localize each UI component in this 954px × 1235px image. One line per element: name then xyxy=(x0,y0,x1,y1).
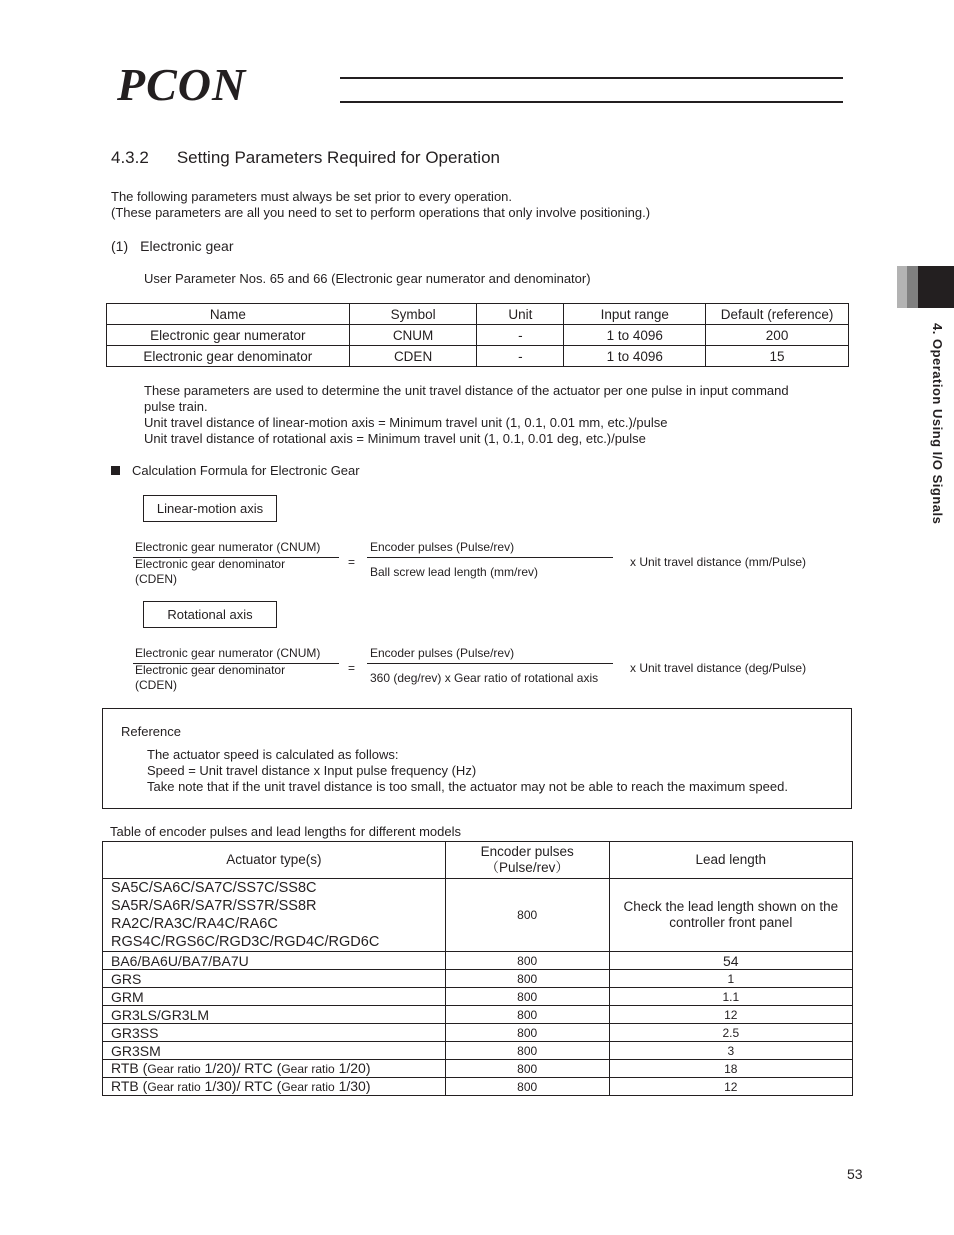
table-row xyxy=(103,879,853,952)
intro-line: (These parameters are all you need to set to perform operations that only involve positioning.) xyxy=(111,205,651,220)
table-cell: 1 xyxy=(609,970,852,988)
table-cell: 800 xyxy=(445,1060,609,1078)
subsection-label: (1) xyxy=(111,238,129,254)
equals-sign: = xyxy=(348,555,356,569)
lead-note-line: Check the lead length shown on the xyxy=(623,899,839,914)
encoder-table-caption: Table of encoder pulses and lead lengths for different models xyxy=(110,824,461,839)
table-cell: 800 xyxy=(445,1078,609,1096)
table-cell: 15 xyxy=(706,346,849,367)
reference-line: Speed = Unit travel distance x Input pulse frequency (Hz) xyxy=(147,763,477,778)
table-cell: 800 xyxy=(445,952,609,970)
table-cell: 1 to 4096 xyxy=(564,325,706,346)
actuator-type-line: SA5C/SA6C/SA7C/SS7C/SS8C xyxy=(111,880,317,896)
rtb-text: 1/30) xyxy=(334,1078,371,1094)
table-cell: 800 xyxy=(445,1024,609,1042)
rtb-gear-label: Gear ratio xyxy=(147,1062,201,1076)
table-cell: 200 xyxy=(706,325,849,346)
table-cell: GRM xyxy=(103,988,446,1006)
formula-lhs-denominator-line: Electronic gear denominator xyxy=(135,663,286,677)
table-cell: 800 xyxy=(445,988,609,1006)
table-header-cell: Name xyxy=(107,304,350,325)
intro-line: The following parameters must always be set prior to every operation. xyxy=(111,189,513,204)
explanation-text xyxy=(144,383,849,447)
table-cell: - xyxy=(477,346,564,367)
table-cell: CDEN xyxy=(349,346,477,367)
table-cell: Electronic gear numerator xyxy=(107,325,350,346)
table-header-line: Encoder pulses xyxy=(480,844,574,859)
table-row xyxy=(103,952,853,970)
table-cell: GR3SS xyxy=(103,1024,446,1042)
table-cell: Electronic gear denominator xyxy=(107,346,350,367)
table-row xyxy=(107,346,849,367)
table-header-cell: Symbol xyxy=(349,304,477,325)
header-rule-bottom xyxy=(340,101,843,103)
table-cell xyxy=(103,1078,446,1096)
formula-rhs-numerator: Encoder pulses (Pulse/rev) xyxy=(370,540,515,554)
table-cell: 18 xyxy=(609,1060,852,1078)
table-header-line: （Pulse/rev） xyxy=(485,860,569,875)
table-cell: CNUM xyxy=(349,325,477,346)
formula-lhs-numerator: Electronic gear numerator (CNUM) xyxy=(135,540,321,554)
lead-note-line: controller front panel xyxy=(669,915,793,930)
table-cell xyxy=(103,1060,446,1078)
table-cell: BA6/BA6U/BA7/BA7U xyxy=(103,952,446,970)
table-cell: 12 xyxy=(609,1078,852,1096)
page-number: 53 xyxy=(847,1166,863,1182)
parameter-table xyxy=(106,303,849,367)
table-header-cell xyxy=(445,842,609,879)
table-header-row xyxy=(107,304,849,325)
formula-lhs-denominator-line: (CDEN) xyxy=(135,572,177,586)
formula-multiplier: x Unit travel distance (deg/Pulse) xyxy=(630,661,807,675)
explanation-line: These parameters are used to determine the unit travel distance of the actuator per one pulse in input command xyxy=(144,383,789,398)
table-header-cell: Default (reference) xyxy=(706,304,849,325)
reference-body xyxy=(147,747,847,795)
table-row xyxy=(103,1006,853,1024)
rtb-text: 1/30)/ RTC ( xyxy=(200,1078,282,1094)
table-header-cell: Unit xyxy=(477,304,564,325)
table-row xyxy=(103,970,853,988)
explanation-line: Unit travel distance of rotational axis = Minimum travel unit (1, 0.1, 0.01 deg, etc.)/pulse xyxy=(144,431,646,446)
reference-line: The actuator speed is calculated as follows: xyxy=(147,747,399,762)
section-heading xyxy=(111,148,500,168)
table-cell: 1.1 xyxy=(609,988,852,1006)
explanation-line: Unit travel distance of linear-motion axis = Minimum travel unit (1, 0.1, 0.01 mm, etc.)/pulse xyxy=(144,415,668,430)
rtb-gear-label: Gear ratio xyxy=(281,1080,335,1094)
table-header-row xyxy=(103,842,853,879)
table-cell: GR3SM xyxy=(103,1042,446,1060)
fraction-line xyxy=(367,557,613,558)
formula-lhs-denominator-line: Electronic gear denominator xyxy=(135,557,286,571)
actuator-type-line: SA5R/SA6R/SA7R/SS7R/SS8R xyxy=(111,898,317,914)
fraction-line xyxy=(367,663,613,664)
table-cell: 54 xyxy=(609,952,852,970)
rotational-axis-box: Rotational axis xyxy=(143,601,277,628)
intro-text xyxy=(111,189,650,221)
chapter-tab-marker xyxy=(918,266,954,308)
table-cell: 2.5 xyxy=(609,1024,852,1042)
chapter-tab-shade-mid xyxy=(907,266,918,308)
chapter-tab-shade-light xyxy=(897,266,907,308)
rtb-text: 1/20)/ RTC ( xyxy=(200,1060,282,1076)
actuator-type-line: RA2C/RA3C/RA4C/RA6C xyxy=(111,916,278,932)
section-title: Setting Parameters Required for Operation xyxy=(176,148,500,167)
rtb-text: RTB ( xyxy=(111,1078,148,1094)
formula-lhs-denominator-line: (CDEN) xyxy=(135,678,177,692)
table-cell: 12 xyxy=(609,1006,852,1024)
rtb-text: 1/20) xyxy=(334,1060,371,1076)
table-cell: 800 xyxy=(445,879,609,952)
table-cell: GRS xyxy=(103,970,446,988)
equals-sign: = xyxy=(348,661,356,675)
table-cell xyxy=(103,879,446,952)
table-cell: - xyxy=(477,325,564,346)
table-cell xyxy=(609,879,852,952)
table-row xyxy=(103,1060,853,1078)
formula-rhs-numerator: Encoder pulses (Pulse/rev) xyxy=(370,646,515,660)
linear-axis-box: Linear-motion axis xyxy=(143,495,277,522)
table-row xyxy=(103,1042,853,1060)
table-cell: 1 to 4096 xyxy=(564,346,706,367)
table-header-cell: Input range xyxy=(564,304,706,325)
subsection-title: Electronic gear xyxy=(140,238,234,254)
table-cell: 800 xyxy=(445,970,609,988)
calc-heading: Calculation Formula for Electronic Gear xyxy=(132,463,360,478)
formula-multiplier: x Unit travel distance (mm/Pulse) xyxy=(630,555,807,569)
table-row xyxy=(103,1024,853,1042)
rtb-gear-label: Gear ratio xyxy=(281,1062,335,1076)
formula-lhs-denominator xyxy=(135,663,285,693)
explanation-line: pulse train. xyxy=(144,399,208,414)
reference-box xyxy=(102,708,852,809)
square-bullet-icon xyxy=(111,466,120,475)
table-header-cell: Actuator type(s) xyxy=(103,842,446,879)
table-row xyxy=(103,1078,853,1096)
formula-rhs-denominator: 360 (deg/rev) x Gear ratio of rotational axis xyxy=(370,671,599,685)
encoder-table xyxy=(102,841,853,1096)
formula-lhs-numerator: Electronic gear numerator (CNUM) xyxy=(135,646,321,660)
table-cell: 3 xyxy=(609,1042,852,1060)
header-rule-top xyxy=(340,77,843,79)
table-row xyxy=(103,988,853,1006)
table-cell: 800 xyxy=(445,1006,609,1024)
pcon-logo: PCON xyxy=(117,59,247,110)
table-row xyxy=(107,325,849,346)
user-parameter-note: User Parameter Nos. 65 and 66 (Electronic gear numerator and denominator) xyxy=(144,271,591,286)
subsection-heading xyxy=(111,238,234,254)
section-number: 4.3.2 xyxy=(111,148,149,167)
rtb-gear-label: Gear ratio xyxy=(147,1080,201,1094)
table-cell: GR3LS/GR3LM xyxy=(103,1006,446,1024)
actuator-type-line: RGS4C/RGS6C/RGD3C/RGD4C/RGD6C xyxy=(111,934,380,950)
reference-line: Take note that if the unit travel distance is too small, the actuator may not be able to reach the maximum speed. xyxy=(147,779,788,794)
chapter-tab-label: 4. Operation Using I/O Signals xyxy=(930,323,945,525)
table-header-cell: Lead length xyxy=(609,842,852,879)
rtb-text: RTB ( xyxy=(111,1060,148,1076)
formula-lhs-denominator xyxy=(135,557,285,587)
reference-title: Reference xyxy=(121,724,181,739)
formula-rhs-denominator: Ball screw lead length (mm/rev) xyxy=(370,565,539,579)
table-cell: 800 xyxy=(445,1042,609,1060)
